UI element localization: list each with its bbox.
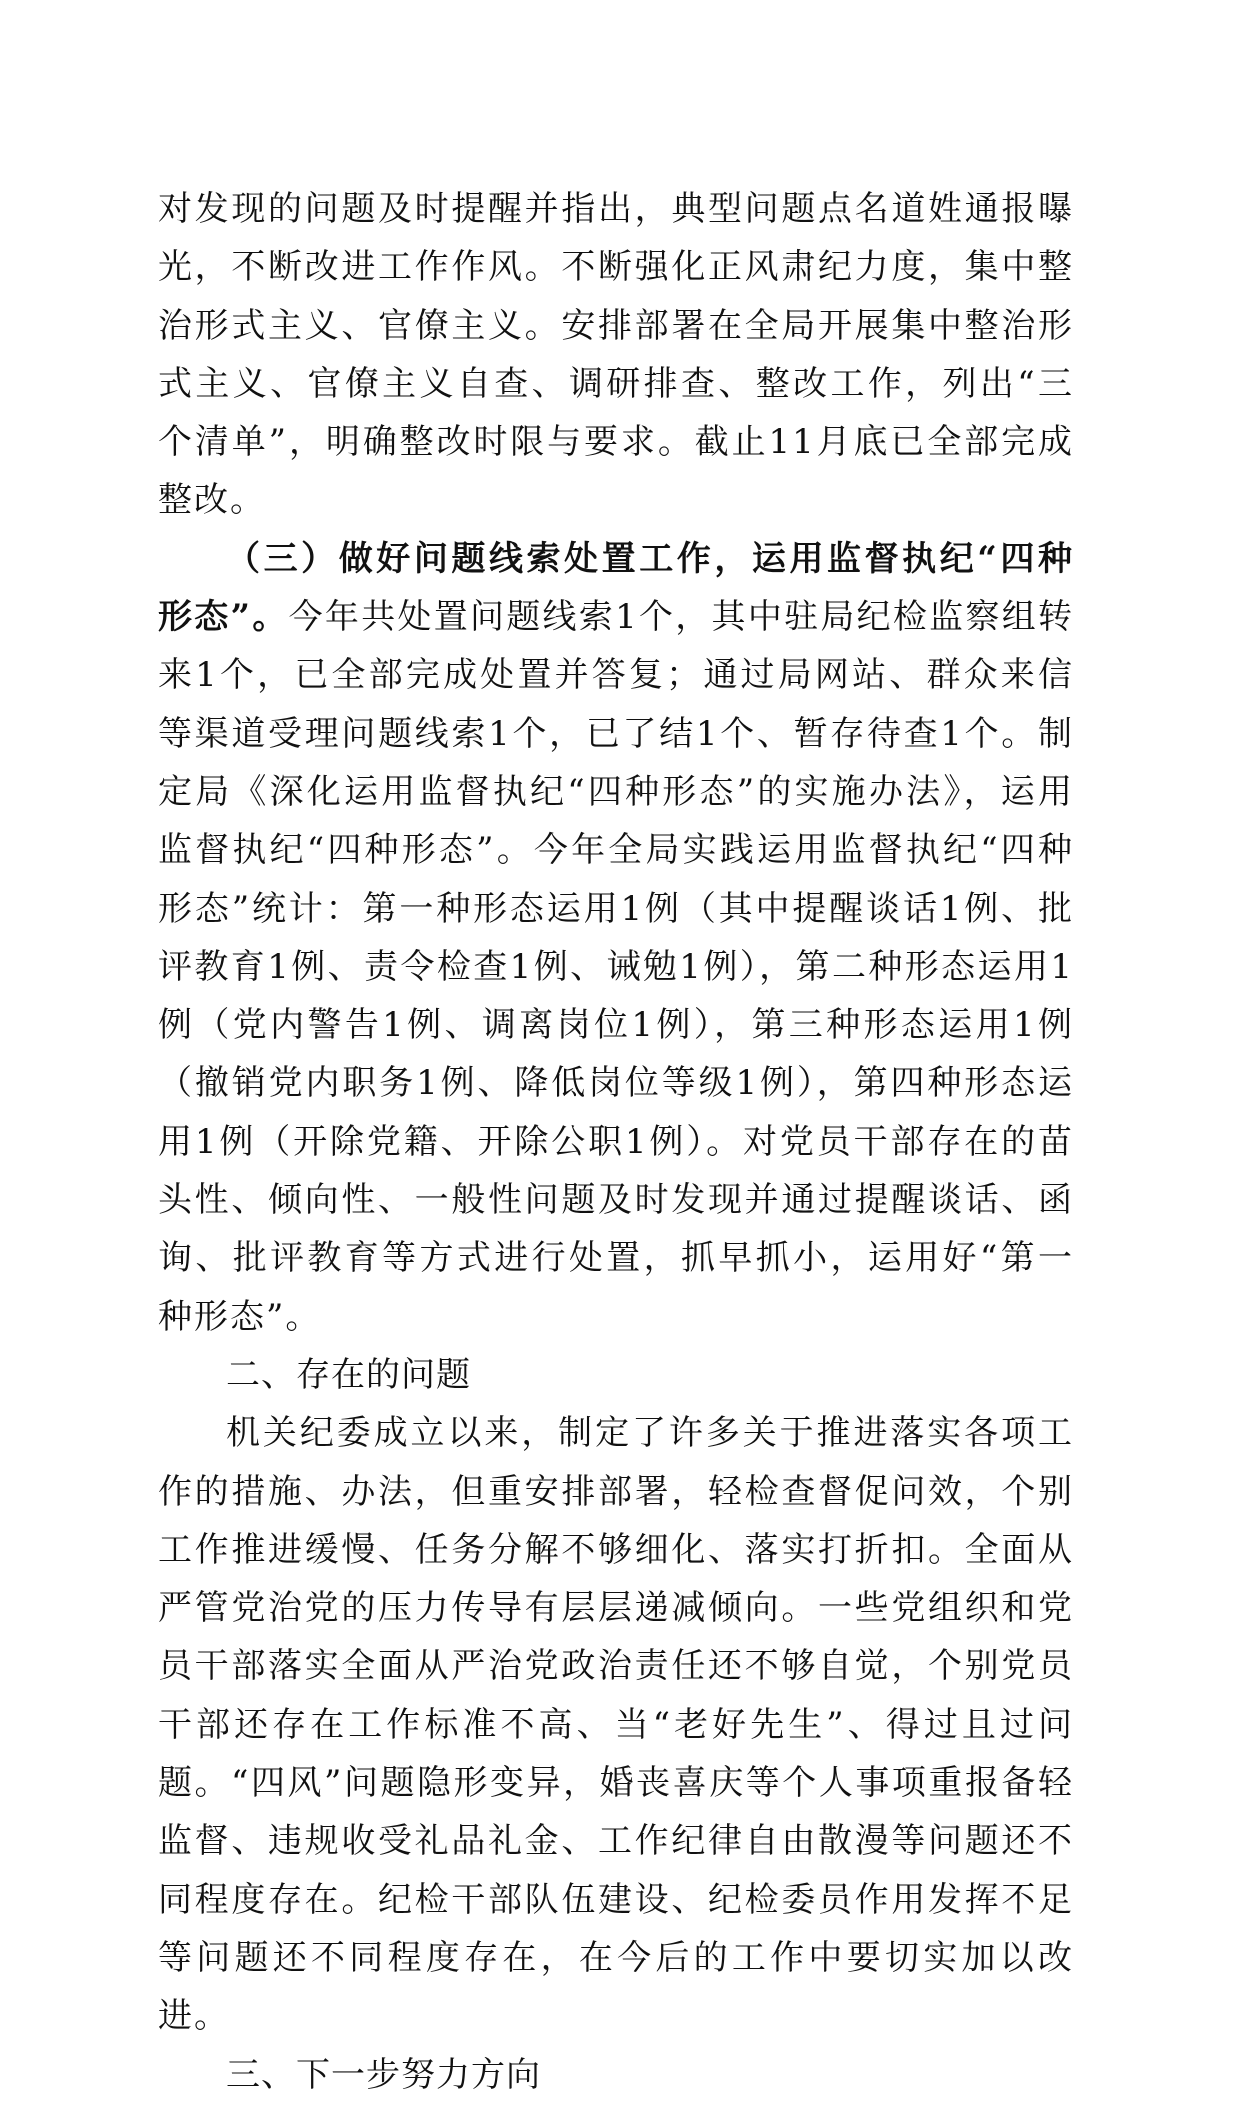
paragraph-clue-handling [158, 530, 1074, 1346]
paragraph-clue-handling-body: 今年共处置问题线索1个，其中驻局纪检监察组转来1个，已全部完成处置并答复；通过局网站、群众来信等渠道受理问题线索1个，已了结1个、暂存待查1个。制定局《深化运用监督执纪“四种形态”的实施办法》，运用监督执纪“四种形态”。今年全局实践运用监督执纪“四种形态”统计：第一种形态运用1例（其中提醒谈话1例、批评教育1例、责令检查1例、诫勉1例），第二种形态运用1例（党内警告1例、调离岗位1例），第三种形态运用1例（撤销党内职务1例、降低岗位等级1例），第四种形态运用1例（开除党籍、开除公职1例）。对党员干部存在的苗头性、倾向性、一般性问题及时发现并通过提醒谈话、函询、批评教育等方式进行处置，抓早抓小，运用好“第一种形态”。 [158, 597, 1074, 1337]
paragraph-problems: 机关纪委成立以来，制定了许多关于推进落实各项工作的措施、办法，但重安排部署，轻检查督促问效，个别工作推进缓慢、任务分解不够细化、落实打折扣。全面从严管党治党的压力传导有层层递减倾向。一些党组织和党员干部落实全面从严治党政治责任还不够自觉，个别党员干部还存在工作标准不高、当“老好先生”、得过且过问题。“四风”问题隐形变异，婚丧喜庆等个人事项重报备轻监督、违规收受礼品礼金、工作纪律自由散漫等问题还不同程度存在。纪检干部队伍建设、纪检委员作用发挥不足等问题还不同程度存在，在今后的工作中要切实加以改进。 [158, 1413, 1074, 2037]
section-heading-problems: 二、存在的问题 [226, 1354, 471, 1395]
subsection-heading-three: （三）做好问题线索处置工作，运用监督执纪“四种形态”。 [158, 538, 1074, 638]
document-page [158, 180, 1074, 2104]
section-heading-next-steps: 三、下一步努力方向 [226, 2054, 541, 2095]
paragraph-rectification: 对发现的问题及时提醒并指出，典型问题点名道姓通报曝光，不断改进工作作风。不断强化正风肃纪力度，集中整治形式主义、官僚主义。安排部署在全局开展集中整治形式主义、官僚主义自查、调研排查、整改工作，列出“三个清单”，明确整改时限与要求。截止11月底已全部完成整改。 [158, 189, 1074, 521]
